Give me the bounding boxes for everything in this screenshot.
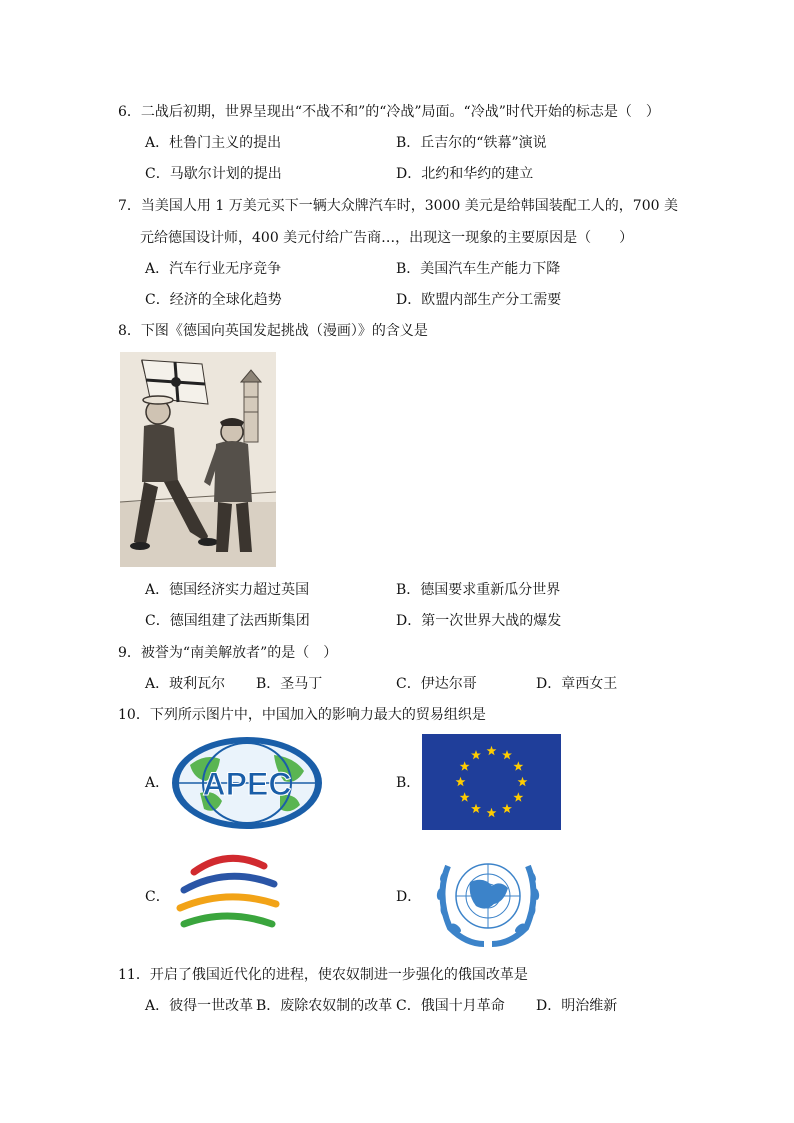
q11-option-d[interactable]: D．明治维新 [536,998,618,1014]
apec-logo-text: APEC [202,766,292,802]
q10-option-c-label[interactable]: C． [145,889,170,905]
q7-stem-line1: 7．当美国人用 1 万美元买下一辆大众牌汽车时，3000 美元是给韩国装配工人的，700 美 [118,198,678,214]
q6-option-a[interactable]: A．杜鲁门主义的提出 [145,135,282,151]
q7-option-c[interactable]: C．经济的全球化趋势 [145,292,282,308]
q10-option-b-label[interactable]: B． [396,775,421,791]
q8-option-b[interactable]: B．德国要求重新瓜分世界 [396,582,561,598]
q7-option-d[interactable]: D．欧盟内部生产分工需要 [396,292,562,308]
apec-logo-icon[interactable] [170,735,324,831]
q8-option-d[interactable]: D．第一次世界大战的爆发 [396,613,562,629]
q6-option-b[interactable]: B．丘吉尔的“铁幕”演说 [396,135,547,151]
q9-option-a[interactable]: A．玻利瓦尔 [145,676,226,692]
q8-stem: 8．下图《德国向英国发起挑战（漫画）》的含义是 [118,323,428,339]
wto-logo-icon[interactable] [172,850,282,944]
q11-option-a[interactable]: A．彼得一世改革 [145,998,254,1014]
q8-option-c[interactable]: C．德国组建了法西斯集团 [145,613,310,629]
un-emblem-icon[interactable] [426,846,550,950]
q10-option-a-label[interactable]: A． [145,775,170,791]
q7-option-b[interactable]: B．美国汽车生产能力下降 [396,261,561,277]
q9-option-b[interactable]: B．圣马丁 [256,676,323,692]
q10-option-d-label[interactable]: D． [396,889,422,905]
q10-stem: 10．下列所示图片中，中国加入的影响力最大的贸易组织是 [118,707,486,723]
eu-flag-icon[interactable] [422,734,561,830]
q7-option-a[interactable]: A．汽车行业无序竞争 [145,261,282,277]
q9-option-d[interactable]: D．章西女王 [536,676,618,692]
q8-option-a[interactable]: A．德国经济实力超过英国 [145,582,310,598]
q9-stem: 9．被誉为“南美解放者”的是（ ） [118,645,338,661]
q11-option-b[interactable]: B．废除农奴制的改革 [256,998,393,1014]
q6-option-c[interactable]: C．马歇尔计划的提出 [145,166,282,182]
q11-stem: 11．开启了俄国近代化的进程，使农奴制进一步强化的俄国改革是 [118,967,528,983]
q6-option-d[interactable]: D．北约和华约的建立 [396,166,534,182]
cartoon-germany-challenges-britain [120,352,276,567]
q7-stem-line2: 元给德国设计师，400 美元付给广告商…，出现这一现象的主要原因是（ ） [140,230,634,246]
q9-option-c[interactable]: C．伊达尔哥 [396,676,477,692]
q6-stem: 6．二战后初期，世界呈现出“不战不和”的“冷战”局面。“冷战”时代开始的标志是（ ） [118,104,660,120]
q11-option-c[interactable]: C．俄国十月革命 [396,998,505,1014]
